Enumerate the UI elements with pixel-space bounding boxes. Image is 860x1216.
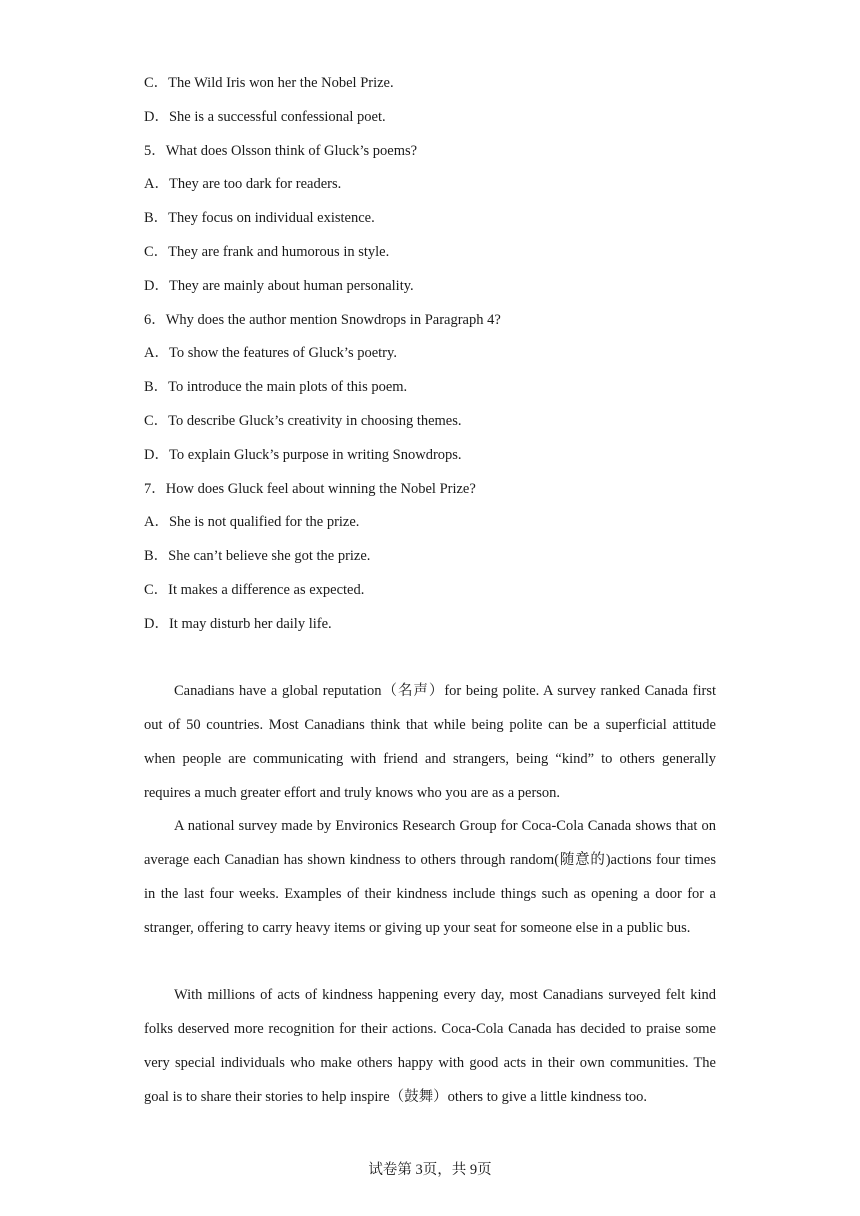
q6-option-c: C．To describe Gluck’s creativity in choosing themes. bbox=[144, 413, 462, 429]
q5-stem: 5．What does Olsson think of Gluck’s poems? bbox=[144, 143, 418, 159]
q7-option-b: B．She can’t believe she got the prize. bbox=[144, 548, 371, 564]
passage-paragraph-3: With millions of acts of kindness happening every day, most Canadians surveyed felt kind folks deserved more recognition for their actions. Coca-Cola Canada has decided to praise some very special individuals who make others happy with good acts in their own communities. The goal is to share their stories to help inspire（鼓舞）others to give a little kindness too. bbox=[144, 987, 716, 1105]
q5-option-b: B．They focus on individual existence. bbox=[144, 210, 375, 226]
q7-option-a: A．She is not qualified for the prize. bbox=[144, 514, 360, 530]
q4-option-c: C．The Wild Iris won her the Nobel Prize. bbox=[144, 75, 394, 91]
passage-paragraph-1: Canadians have a global reputation（名声）for being polite. A survey ranked Canada first out of 50 countries. Most Canadians think that while being polite can be a superficial attitude when people are communicating with friend and strangers, being “kind” to others generally requires a much greater effort and truly knows who you are as a person. bbox=[144, 683, 716, 801]
q6-option-a: A．To show the features of Gluck’s poetry. bbox=[144, 345, 397, 361]
q5-option-d: D．They are mainly about human personality. bbox=[144, 278, 414, 294]
q7-stem: 7．How does Gluck feel about winning the Nobel Prize? bbox=[144, 481, 476, 497]
q6-option-b: B．To introduce the main plots of this poem. bbox=[144, 379, 408, 395]
page-footer: 试卷第 3页，共 9页 bbox=[368, 1162, 492, 1178]
q6-option-d: D．To explain Gluck’s purpose in writing Snowdrops. bbox=[144, 447, 462, 463]
q4-option-d: D．She is a successful confessional poet. bbox=[144, 109, 386, 125]
q6-stem: 6．Why does the author mention Snowdrops in Paragraph 4? bbox=[144, 312, 501, 328]
passage-paragraph-2: A national survey made by Environics Research Group for Coca-Cola Canada shows that on average each Canadian has shown kindness to others through random(随意的)actions four times in the last four weeks. Examples of their kindness include things such as opening a door for a stranger, offering to carry heavy items or giving up your seat for someone else in a public bus. bbox=[144, 818, 716, 936]
q5-option-a: A．They are too dark for readers. bbox=[144, 176, 342, 192]
q7-option-c: C．It makes a difference as expected. bbox=[144, 582, 365, 598]
q7-option-d: D．It may disturb her daily life. bbox=[144, 616, 332, 632]
q5-option-c: C．They are frank and humorous in style. bbox=[144, 244, 390, 260]
